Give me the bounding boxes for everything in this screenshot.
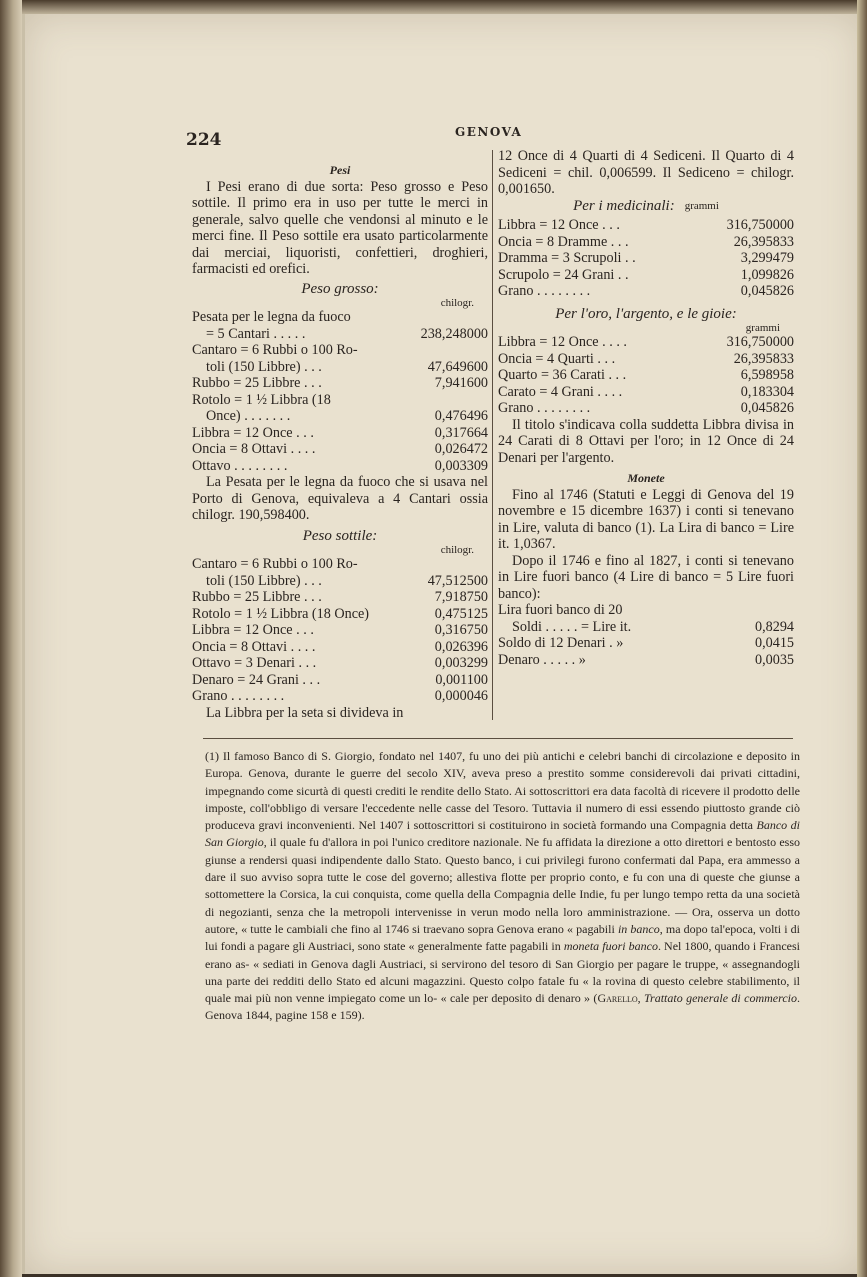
table-row	[192, 556, 488, 573]
row-label: Rubbo = 25 Libbre . . .	[192, 375, 322, 391]
footnote-banco-name: Banco di San Giorgio	[205, 818, 800, 850]
row-value: 0,316750	[434, 622, 488, 638]
page-right-edge	[857, 0, 867, 1277]
table-row	[192, 458, 488, 475]
footnote-in-banco: in banco	[617, 921, 660, 936]
table-row	[498, 267, 794, 284]
row-label: = 5 Cantari . . . . .	[206, 325, 306, 342]
row-label: Rotolo = 1 ½ Libbra (18 Once)	[192, 605, 370, 622]
row-value: 0,003299	[434, 655, 488, 671]
row-label: Scrupolo = 24 Grani . .	[498, 266, 629, 283]
row-label: Denaro . . . . . »	[498, 651, 586, 668]
left-column	[192, 162, 488, 721]
footnote-text-5: ,	[637, 991, 645, 1006]
lira-line: Lira fuori banco di 20	[498, 602, 623, 618]
row-value: 26,395833	[733, 350, 794, 367]
running-head: GENOVA	[455, 125, 523, 139]
table-row	[192, 639, 488, 656]
row-value: 0,026396	[434, 638, 488, 655]
row-value: 47,649600	[427, 358, 488, 375]
row-label: Carato = 4 Grani . . . .	[498, 383, 623, 400]
pesata-note: La Pesata per le legna da fuoco che si usava nel Porto di Genova, equivaleva a 4 Cantari ossia chilogr. 190,598400.	[192, 474, 488, 523]
row-value: 7,941600	[434, 375, 488, 391]
table-row	[192, 342, 488, 359]
seta-continuation: 12 Once di 4 Quarti di 4 Sediceni. Il Quarto di 4 Sediceni = chil. 0,006599. Il Sediceno = chilogr. 0,001650.	[498, 148, 794, 197]
row-label: Cantaro = 6 Rubbi o 100 Ro-	[192, 556, 358, 572]
row-label: Quarto = 36 Carati . . .	[498, 367, 627, 383]
row-label: Ottavo . . . . . . . .	[192, 457, 288, 474]
medicinali-unit: grammi	[684, 199, 719, 212]
peso-grosso-unit: chilogr.	[440, 297, 474, 309]
table-row	[192, 573, 488, 590]
table-row	[192, 359, 488, 376]
row-value: 0,476496	[434, 408, 488, 424]
row-value: 316,750000	[726, 217, 794, 233]
row-label: Libbra = 12 Once . . .	[192, 424, 314, 441]
table-row	[498, 635, 794, 652]
row-value: 26,395833	[733, 233, 794, 250]
row-value: 0,183304	[740, 383, 794, 400]
row-label: Cantaro = 6 Rubbi o 100 Ro-	[192, 342, 358, 358]
footnote-separator	[203, 738, 793, 739]
table-row	[498, 351, 794, 368]
row-label: Oncia = 8 Ottavi . . . .	[192, 638, 316, 655]
row-value: 316,750000	[726, 334, 794, 350]
peso-grosso-table	[192, 309, 488, 474]
table-row	[498, 652, 794, 669]
table-row	[498, 250, 794, 267]
peso-grosso-heading: Peso grosso:	[301, 280, 379, 297]
table-row	[192, 441, 488, 458]
row-label: Rotolo = 1 ½ Libbra (18	[192, 391, 331, 408]
table-row	[498, 367, 794, 384]
table-row	[192, 408, 488, 425]
row-label: Soldo di 12 Denari . »	[498, 635, 624, 651]
row-value: 0,317664	[434, 424, 488, 441]
row-label: Libbra = 12 Once . . .	[192, 622, 314, 638]
pesi-heading: Pesi	[329, 163, 351, 177]
row-value: 3,299479	[740, 250, 794, 266]
table-row	[498, 234, 794, 251]
table-row	[192, 326, 488, 343]
row-label: Pesata per le legna da fuoco	[192, 309, 351, 325]
row-label: Denaro = 24 Grani . . .	[192, 671, 321, 688]
table-row	[192, 672, 488, 689]
row-value: 238,248000	[420, 325, 488, 342]
row-value: 0,000046	[434, 688, 488, 704]
row-value: 0,045826	[740, 283, 794, 299]
row-value: 0,026472	[434, 441, 488, 457]
oro-table	[498, 334, 794, 417]
row-value: 0,003309	[434, 457, 488, 474]
pesi-intro: I Pesi erano di due sorta: Peso grosso e Peso sottile. Il primo era in uso per tutte le merci in generale, salvo quelle che vendonsi al minuto e le merci fine. Il Peso sottile era usato particolarmente dai merciai, liquoristi, confettieri, droghieri, farmacisti ed orefici.	[192, 178, 488, 277]
table-row	[498, 217, 794, 234]
seta-line: La Libbra per la seta si divideva in	[206, 704, 404, 721]
row-value: 6,598958	[740, 367, 794, 383]
page-number: 224	[186, 130, 222, 150]
row-value: 0,001100	[435, 671, 488, 688]
monete-heading: Monete	[627, 471, 665, 485]
row-label: Grano . . . . . . . .	[498, 400, 591, 416]
table-row	[498, 283, 794, 300]
oro-heading: Per l'oro, l'argento, e le gioie:	[555, 305, 737, 322]
row-label: Oncia = 4 Quarti . . .	[498, 350, 616, 367]
peso-sottile-heading: Peso sottile:	[302, 527, 378, 544]
row-label: Oncia = 8 Ottavi . . . .	[192, 441, 316, 457]
oro-unit: grammi	[745, 322, 780, 334]
footnote-moneta: moneta fuori banco	[563, 939, 658, 954]
table-row	[192, 688, 488, 705]
table-row	[192, 606, 488, 623]
row-label: Libbra = 12 Once . . .	[498, 217, 620, 233]
row-label: Dramma = 3 Scrupoli . .	[498, 250, 636, 266]
coins-table	[498, 619, 794, 669]
table-row	[192, 622, 488, 639]
footnote-author: Garello	[597, 991, 638, 1006]
footnote-text-4: . Nel 1800, quando i Francesi erano as- « sediati in Genova dagli Austriaci, si servirono del tesoro di San Giorgio per pagare le truppe, « assegnandogli una parte dei redditi dello Stato ed alcuni magazzini. Questo colpo fatale fu « la rovina di questo celebre stabilimento, il quale mai più non venne impiegato come un lo- « cale per deposito di denaro » (	[205, 939, 800, 1006]
row-label: Rubbo = 25 Libbre . . .	[192, 589, 322, 605]
row-value: 7,918750	[434, 589, 488, 605]
table-row	[192, 425, 488, 442]
footnote-work: Trattato generale di commercio	[644, 991, 798, 1006]
row-value: 1,099826	[740, 266, 794, 283]
table-row	[192, 309, 488, 326]
right-column	[498, 148, 794, 668]
row-value: 0,045826	[740, 400, 794, 416]
medicinali-table	[498, 217, 794, 300]
row-label: Libbra = 12 Once . . . .	[498, 334, 627, 350]
row-label: Grano . . . . . . . .	[192, 688, 285, 704]
row-label: toli (150 Libbre) . . .	[206, 358, 322, 375]
row-label: toli (150 Libbre) . . .	[206, 572, 322, 589]
table-row	[498, 334, 794, 351]
table-row	[498, 384, 794, 401]
row-label: Once) . . . . . . .	[206, 408, 291, 424]
table-row	[192, 589, 488, 606]
table-row	[192, 392, 488, 409]
footnote-text-2: , il quale fu d'allora in poi l'unico creditore nazionale. Ne fu affidata la direzione a otto direttori e bentosto esso giunse a rendersi quasi indipendente dallo Stato. Questo banco, i cui privilegi furono confermati dal Papa, era ammesso a dare il suo avviso sopra tutte le cose del governo; allestiva flotte per proprio conto, e fu con una di queste che giunse a sottomettere la Corsica, la cui conquista, come quella della Compagnia delle Indie, fu per lungo tempo retta da una società di negozianti, senza che la metropoli intervenisse in verun modo nella loro amministrazione. — Ora, osserva un dotto autore, « tutte le cambiali che fino al 1746 si traevano sopra Genova erano « pagabili	[205, 835, 800, 936]
book-spine	[0, 0, 22, 1277]
table-row	[192, 375, 488, 392]
row-value: 0,0035	[754, 651, 794, 668]
footnote-text-3: , ma dopo tal'epoca, volti i di lui fondi a pagare gli Austriaci, sono state « generalmente fatte pagabili in	[205, 921, 800, 954]
row-label: Soldi . . . . . = Lire it.	[512, 618, 632, 635]
table-row	[498, 619, 794, 636]
footnote-text-1: (1) Il famoso Banco di S. Giorgio, fondato nel 1407, fu uno dei più antichi e celebri banchi di circolazione e deposito in Europa. Genova, durante le guerre del secolo XIV, aveva preso a prestito somme considerevoli dai privati cittadini, impegnando come sicurtà di questi crediti le rendite dello Stato. Ai sottoscrittori era data facoltà di ricevere il prodotto delle imposte, coll'obbligo di versare l'eccedente nelle casse del Tesoro. Tuttavia il numero di essi essendo piuttosto grande ciò produceva gravi inconvenienti. Nel 1407 i sottoscrittori si costituirono in società formando una Compagnia detta	[205, 749, 800, 833]
row-value: 0,475125	[434, 605, 488, 622]
column-divider	[492, 150, 493, 720]
monete-paragraph-1: Fino al 1746 (Statuti e Leggi di Genova del 19 novembre e 15 dicembre 1637) i conti si tenevano in Lire, valuta di banco (1). La Lira di banco = Lire it. 1,0367.	[498, 486, 794, 552]
peso-sottile-table	[192, 556, 488, 705]
table-row	[498, 400, 794, 417]
row-label: Oncia = 8 Dramme . . .	[498, 233, 629, 250]
footnote	[205, 748, 800, 1025]
monete-paragraph-2: Dopo il 1746 e fino al 1827, i conti si tenevano in Lire fuori banco (4 Lire di banco = 5 Lire fuori banco):	[498, 552, 794, 602]
row-label: Grano . . . . . . . .	[498, 283, 591, 299]
row-label: Ottavo = 3 Denari . . .	[192, 655, 317, 671]
medicinali-heading: Per i medicinali:	[573, 197, 675, 214]
table-row	[192, 655, 488, 672]
row-value: 0,8294	[754, 618, 794, 635]
row-value: 47,512500	[427, 572, 488, 589]
footnote-text-6: . Genova 1844, pagine 158 e 159).	[205, 991, 801, 1023]
peso-sottile-unit: chilogr.	[440, 544, 474, 556]
row-value: 0,0415	[754, 635, 794, 651]
titolo-paragraph: Il titolo s'indicava colla suddetta Libbra divisa in 24 Carati di 8 Ottavi per l'oro; in 12 Once di 24 Denari per l'argento.	[498, 416, 794, 466]
